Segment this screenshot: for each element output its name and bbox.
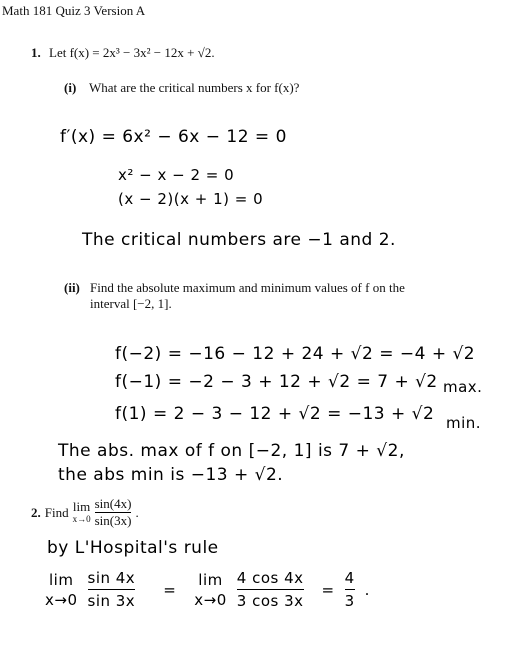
q2-work-bar-3 xyxy=(345,589,355,590)
q1-ii-row-2-note: max. xyxy=(443,378,483,396)
q2-lim-sub: x→0 xyxy=(72,513,91,524)
q2-number: 2. xyxy=(31,504,41,520)
q2-work-fraction-3 xyxy=(345,568,355,611)
q2-work-end: . xyxy=(364,580,370,599)
q2-work-fraction-2 xyxy=(237,568,304,611)
q2-work-eq-1: = xyxy=(163,580,177,599)
q2-work-sub-2: x→0 xyxy=(194,590,227,609)
q1-i-work-line-3: (x − 2)(x + 1) = 0 xyxy=(118,190,264,208)
q1-i-work-line-1: f′(x) = 6x² − 6x − 12 = 0 xyxy=(60,127,287,147)
q1-ii-row-3: f(1) = 2 − 3 − 12 + √2 = −13 + √2 xyxy=(115,404,435,424)
q2-work-den-3: 3 xyxy=(344,592,355,610)
q2-work-lim-2: lim xyxy=(198,570,223,589)
q1-part-ii-question-line-1: Find the absolute maximum and minimum values of f on the xyxy=(90,280,405,295)
q2-work-bar-2 xyxy=(237,589,304,590)
q2-numerator: sin(4x) xyxy=(94,496,132,511)
q1-ii-row-2: f(−1) = −2 − 3 + 12 + √2 = 7 + √2 xyxy=(115,372,438,392)
q2-work-bar-1 xyxy=(88,589,136,590)
q1-part-ii-question-line-2: interval [−2, 1]. xyxy=(90,296,172,311)
q2-work-den-2: 3 cos 3x xyxy=(236,592,304,610)
q2-work-num-1: sin 4x xyxy=(87,569,136,587)
q2-work-eq-2: = xyxy=(321,580,335,599)
q2-denominator: sin(3x) xyxy=(94,513,132,528)
q2-work-fraction-1 xyxy=(88,568,136,611)
q2-work-lim-1: lim xyxy=(49,570,74,589)
q1-part-ii-label: (ii) xyxy=(64,280,80,295)
page-title: Math 181 Quiz 3 Version A xyxy=(2,3,146,18)
q1-ii-row-1: f(−2) = −16 − 12 + 24 + √2 = −4 + √2 xyxy=(115,344,476,364)
q1-i-work-line-2: x² − x − 2 = 0 xyxy=(118,166,235,184)
q2-statement xyxy=(31,497,139,528)
q2-prompt-suffix: . xyxy=(135,504,139,520)
q2-work xyxy=(45,568,370,611)
q1-ii-row-3-note: min. xyxy=(446,414,482,432)
q1-prompt: Let f(x) = 2x³ − 3x² − 12x + √2. xyxy=(49,45,215,60)
q2-work-sub-1: x→0 xyxy=(45,590,78,609)
q2-work-num-3: 4 xyxy=(344,569,355,587)
q1-part-i-question: What are the critical numbers x for f(x)? xyxy=(89,80,300,95)
q2-work-limit-1 xyxy=(45,570,78,610)
q2-work-den-1: sin 3x xyxy=(87,592,136,610)
q1-ii-conclusion-line-1: The abs. max of f on [−2, 1] is 7 + √2, xyxy=(58,441,405,461)
q1-ii-conclusion-line-2: the abs min is −13 + √2. xyxy=(58,465,284,485)
q1-part-i-label: (i) xyxy=(64,80,77,95)
q2-prompt-prefix: Find xyxy=(44,504,69,520)
q2-fraction xyxy=(95,497,132,528)
q1-i-answer: The critical numbers are −1 and 2. xyxy=(82,230,396,250)
q2-work-limit-2 xyxy=(194,570,227,610)
q2-work-num-2: 4 cos 4x xyxy=(236,569,304,587)
q2-method: by L'Hospital's rule xyxy=(47,538,219,558)
q2-lim: lim xyxy=(72,498,91,514)
q1-number: 1. xyxy=(31,45,41,60)
q2-limit xyxy=(72,498,91,525)
